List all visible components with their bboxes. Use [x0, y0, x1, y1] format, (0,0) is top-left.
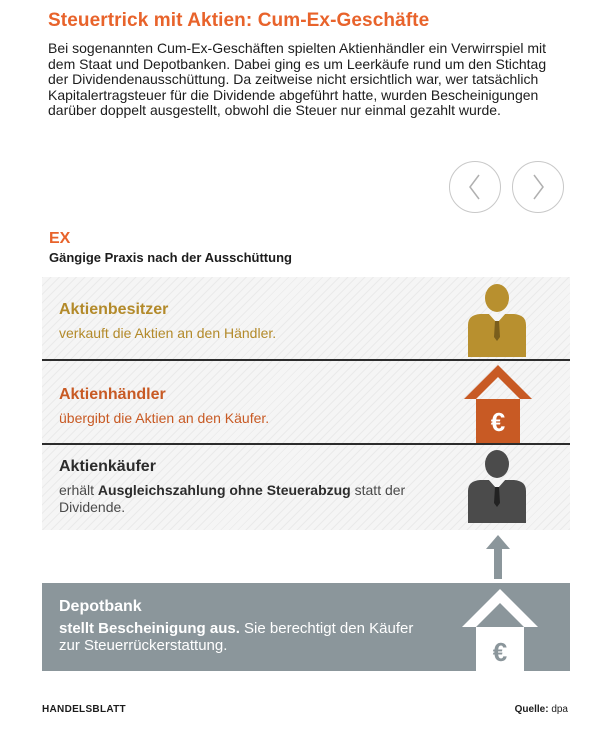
step-text-buyer-highlight: Ausgleichszahlung ohne Steuerabzug: [97, 482, 351, 498]
source-label: Quelle:: [514, 704, 549, 715]
step-text-buyer: [59, 482, 459, 516]
step-title-owner: Aktienbesitzer: [59, 301, 169, 318]
bank-text: [59, 620, 419, 654]
step-text-buyer-suffix: statt der Dividende.: [59, 482, 406, 515]
publisher-credit: HANDELSBLATT: [42, 704, 126, 715]
euro-symbol: €: [492, 637, 508, 667]
bank-text-rest: Sie berechtigt den Käufer zur Steuerrückerstattung.: [59, 620, 414, 654]
bank-title: Depotbank: [59, 598, 142, 615]
step-text-trader: übergibt die Aktien an den Käufer.: [59, 410, 270, 426]
source-credit: [515, 704, 568, 715]
next-button[interactable]: [512, 161, 564, 213]
intro-text: Bei sogenannten Cum-Ex-Geschäften spielten Aktienhändler ein Verwirrspiel mit dem Staat und Depotbanken. Dabei ging es um Leerkäufe rund um den Stichtag der Dividendenausschüttung. Da zeitweise nicht ersichtlich war, wer tatsächlich Kapitalertragsteuer für die Dividende abgeführt hatte, wurden Bescheinigungen darüber doppelt ausgestellt, obwohl die Steuer nur einmal gezahlt wurde.: [48, 40, 547, 118]
step-text-owner: verkauft die Aktien an den Händler.: [59, 325, 277, 341]
step-title-buyer: Aktienkäufer: [59, 458, 156, 475]
section-subtitle: Gängige Praxis nach der Ausschüttung: [49, 250, 292, 265]
businessman-icon: [462, 281, 532, 357]
section-label: EX: [49, 230, 71, 247]
step-title-trader: Aktienhändler: [59, 386, 166, 403]
bank-text-highlight: stellt Bescheinigung aus.: [59, 620, 240, 637]
businessman-icon: [462, 447, 532, 523]
chevron-right-icon: [528, 172, 548, 202]
euro-symbol: €: [490, 407, 506, 437]
euro-house-icon: [460, 587, 540, 671]
step-text-buyer-prefix: erhält: [59, 482, 98, 498]
arrow-up-icon: [484, 533, 512, 581]
page-title: Steuertrick mit Aktien: Cum-Ex-Geschäfte: [48, 10, 430, 31]
previous-button[interactable]: [449, 161, 501, 213]
euro-house-icon: [462, 363, 534, 443]
chevron-left-icon: [465, 172, 485, 202]
source-name: dpa: [551, 704, 568, 715]
